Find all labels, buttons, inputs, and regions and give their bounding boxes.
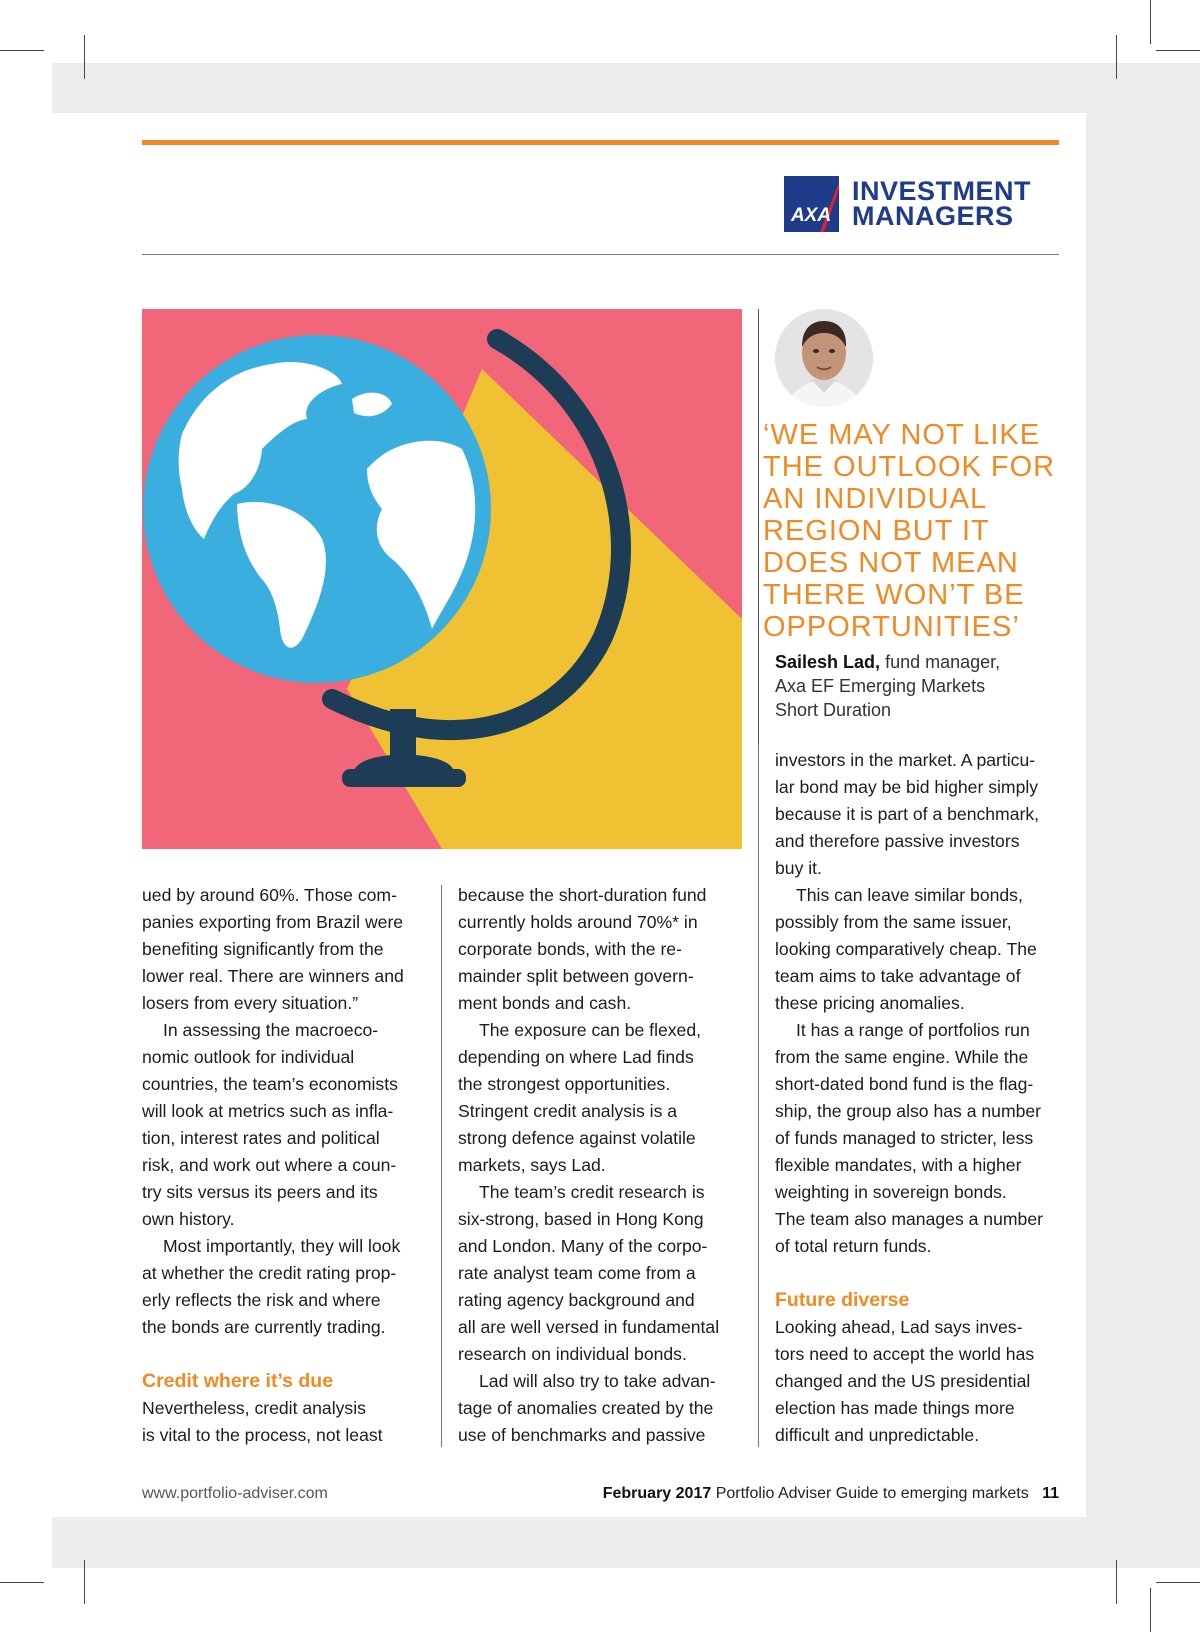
crop-mark (84, 35, 85, 79)
axa-logo-wordmark: AXA (790, 205, 832, 226)
quote-line: THERE WON’T BE (763, 579, 1025, 611)
logo-line-managers: MANAGERS (852, 201, 1014, 231)
quote-line: REGION BUT IT (763, 515, 990, 547)
section-heading-future: Future diverse (775, 1289, 910, 1311)
crop-mark (84, 1560, 85, 1604)
article-column-3 (775, 747, 1065, 1449)
paragraph: The team’s credit research is six-strong, based in Hong Kong and London. Many of the corpo- rate analyst team come from a rating agency background and all are well versed in fundamental research on individual bonds. (458, 1182, 720, 1364)
quote-line: DOES NOT MEAN (763, 547, 1019, 579)
paragraph: It has a range of portfolios run from the same engine. While the short-dated bond fund is the flag- ship, the group also has a number of funds managed to stricter, less flexible mandates, with a higher weighting in sovereign bonds. The team also manages a number of total return funds. (775, 1020, 1043, 1256)
crop-mark (1150, 0, 1151, 44)
footer-folio (603, 1485, 1059, 1503)
axa-logo-mark (784, 176, 839, 232)
paragraph: Looking ahead, Lad says inves- tors need to accept the world has changed and the US presidential election has made things more difficult and unpredictable. (775, 1317, 1035, 1445)
article-column-2 (458, 882, 748, 1449)
footer-publication: Portfolio Adviser Guide to emerging markets (715, 1485, 1029, 1502)
column-divider (758, 745, 759, 1447)
fund-name-line-1: Axa EF Emerging Markets (775, 676, 986, 696)
quote-line: ‘WE MAY NOT LIKE (763, 419, 1041, 451)
footer-date: February 2017 (602, 1485, 712, 1502)
page-number: 11 (1042, 1485, 1059, 1502)
column-divider (441, 885, 442, 1447)
globe-icon (142, 309, 742, 849)
fund-name-line-2: Short Duration (775, 700, 892, 720)
paragraph: because the short-duration fund currently holds around 70%* in corporate bonds, with the re- mainder split between govern- ment bonds and cash. (458, 885, 707, 1013)
paragraph: This can leave similar bonds, possibly from the same issuer, looking comparatively cheap. The team aims to take advantage of these pricing anomalies. (775, 885, 1037, 1013)
paragraph: Nevertheless, credit analysis is vital to the process, not least (142, 1398, 383, 1445)
quote-line: OPPORTUNITIES’ (763, 611, 1020, 643)
paragraph: In assessing the macroeco- nomic outlook for individual countries, the team’s economists will look at metrics such as infla- tion, interest rates and political risk, and work out where a coun- try sits versus its peers and its own history. (142, 1020, 398, 1229)
paragraph: Most importantly, they will look at whether the credit rating prop- erly reflects the risk and where the bonds are currently trading. (142, 1236, 401, 1337)
crop-mark (1156, 1582, 1200, 1583)
author-name: Sailesh Lad, (775, 652, 881, 672)
crop-mark (1150, 1588, 1151, 1632)
crop-mark (1116, 35, 1117, 79)
paragraph: Lad will also try to take advan- tage of anomalies created by the use of benchmarks and passive (458, 1371, 716, 1445)
header-divider (142, 254, 1059, 255)
axa-investment-managers-logo (784, 176, 1031, 232)
author-role: fund manager, (885, 652, 1001, 672)
crop-mark (1116, 1560, 1117, 1604)
pull-quote (763, 419, 1063, 643)
quote-attribution (775, 650, 1075, 722)
logo-line-investment: INVESTMENT (852, 176, 1032, 206)
quote-line: AN INDIVIDUAL (763, 483, 988, 515)
crop-mark (0, 50, 44, 51)
paragraph: ued by around 60%. Those com- panies exporting from Brazil were benefiting significantly from the lower real. There are winners and losers from every situation.” (142, 885, 404, 1013)
crop-mark (1156, 50, 1200, 51)
paragraph: investors in the market. A particu- lar bond may be bid higher simply because it is part of a benchmark, and therefore passive investors buy it. (775, 750, 1040, 878)
globe-illustration (142, 309, 742, 849)
article-column-1 (142, 882, 432, 1449)
section-heading-credit: Credit where it’s due (142, 1370, 334, 1392)
crop-mark (0, 1582, 44, 1583)
logo-wordmark (852, 176, 1032, 231)
quote-line: THE OUTLOOK FOR (763, 451, 1056, 483)
paragraph: The exposure can be flexed, depending on where Lad finds the strongest opportunities. Stringent credit analysis is a strong defence against volatile markets, says Lad. (458, 1020, 702, 1175)
footer-website: www.portfolio-adviser.com (142, 1485, 328, 1502)
author-portrait (775, 309, 873, 407)
header-accent-rule (142, 140, 1059, 145)
